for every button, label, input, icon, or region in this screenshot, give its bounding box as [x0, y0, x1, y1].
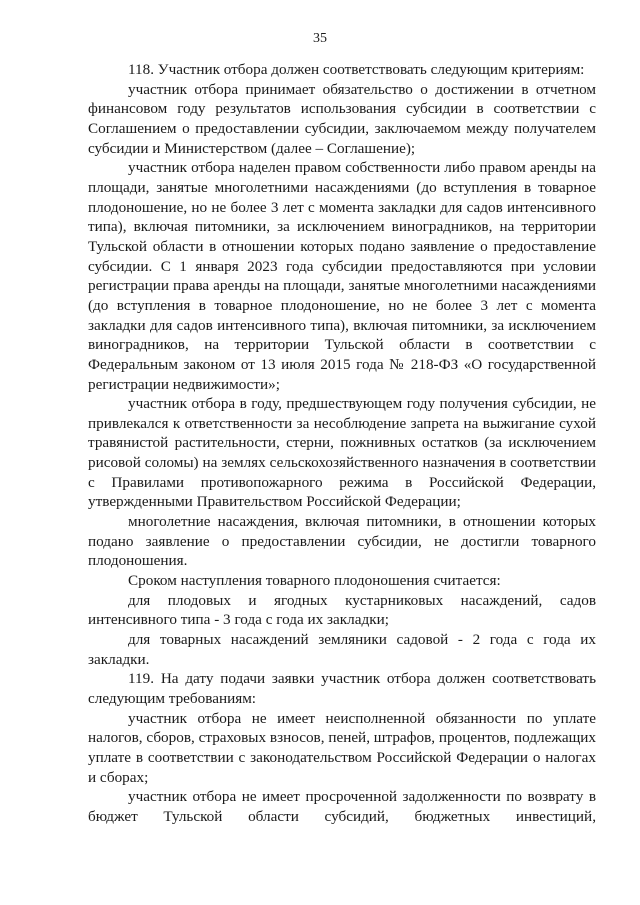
- paragraph-strawberry: для товарных насаждений земляники садовой - 2 года с года их закладки.: [88, 631, 596, 668]
- paragraph-obligation: участник отбора принимает обязательство о достижении в отчетном финансовом году результатов использования субсидии в соответствии с Соглашением о предоставлении субсидии, заключаемом между получателем субсидии и Министерством (далее – Соглашение);: [88, 80, 596, 157]
- paragraph-criteria-heading: 118. Участник отбора должен соответствовать следующим критериям:: [128, 61, 585, 78]
- paragraph-ownership: участник отбора наделен правом собственности либо правом аренды на площади, занятые многолетними насаждениями (до вступления в товарное плодоношение, но не более 3 лет с момента закладки для садов интенсивного типа), включая питомники, за исключением виноградников, на территории Тульской области в отношении которых подано заявление о предоставление субсидии. С 1 января 2023 года субсидии предоставляются при условии регистрации права аренды на площади, занятые многолетними насаждениями (до вступления в товарное плодоношение, но не более 3 лет с момента закладки для садов интенсивного типа), включая питомники, за исключением виноградников, на территории Тульской области в соответствии с Федеральным законом от 13 июля 2015 года № 218-ФЗ «О государственной регистрации недвижимости»;: [88, 159, 596, 393]
- paragraph-plantings: многолетние насаждения, включая питомники, в отношении которых подано заявление о предоставлении субсидии, не достигли товарного плодоношения.: [88, 513, 596, 570]
- page-number: 35: [313, 31, 327, 46]
- paragraph-fruiting-term: Сроком наступления товарного плодоношения считается:: [128, 572, 501, 590]
- paragraph-debt: участник отбора не имеет просроченной задолженности по возврату в бюджет Тульской области субсидий, бюджетных инвестиций,: [88, 788, 596, 825]
- paragraph-fire-safety: участник отбора в году, предшествующем году получения субсидии, не привлекался к ответственности за несоблюдение запрета на выжигание сухой травянистой растительности, стерни, пожнивных остатков (за исключением рисовой соломы) на землях сельскохозяйственного назначения в соответствии с Правилами противопожарного режима в Российской Федерации, утвержденными Правительством Российской Федерации;: [88, 395, 596, 511]
- document-body: [88, 60, 596, 827]
- paragraph-requirements-heading: 119. На дату подачи заявки участник отбора должен соответствовать следующим требованиям:: [88, 670, 596, 707]
- paragraph-fruit-berry: для плодовых и ягодных кустарниковых насаждений, садов интенсивного типа - 3 года с года их закладки;: [88, 591, 596, 629]
- paragraph-taxes: участник отбора не имеет неисполненной обязанности по уплате налогов, сборов, страховых взносов, пеней, штрафов, процентов, подлежащих уплате в соответствии с законодательством Российской Федерации о налогах и сборах;: [88, 709, 596, 786]
